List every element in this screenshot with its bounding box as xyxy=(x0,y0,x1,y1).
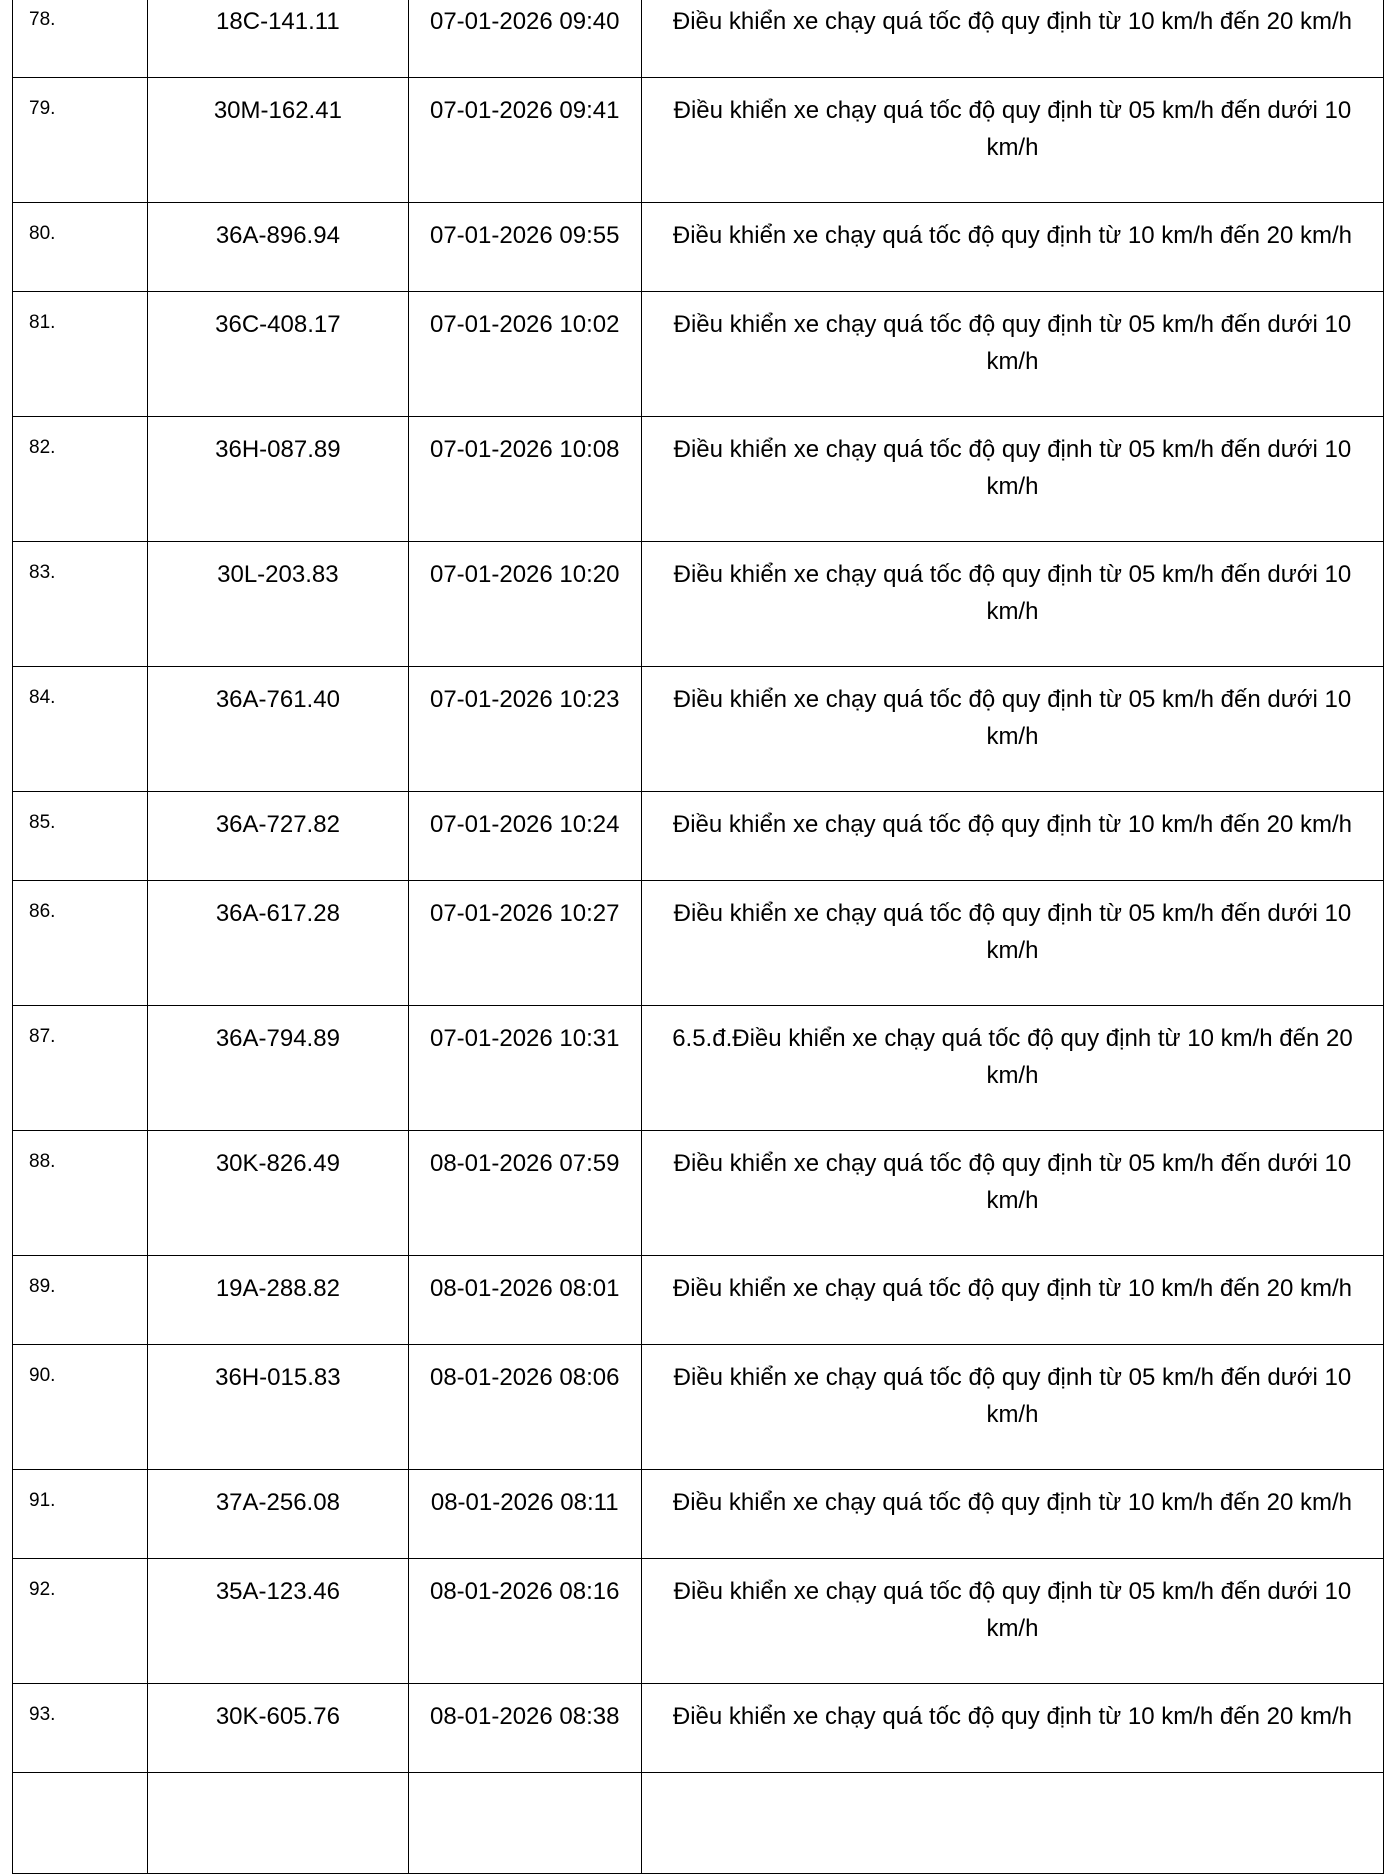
violation-description: Điều khiển xe chạy quá tốc độ quy định từ 05 km/h đến dưới 10 km/h xyxy=(641,1559,1383,1684)
violation-description: Điều khiển xe chạy quá tốc độ quy định từ 05 km/h đến dưới 10 km/h xyxy=(641,1131,1383,1256)
license-plate: 36A-896.94 xyxy=(148,203,408,292)
violation-time: 07-01-2026 09:40 xyxy=(408,0,641,78)
row-number: 83. xyxy=(13,542,148,667)
violation-description: Điều khiển xe chạy quá tốc độ quy định từ 10 km/h đến 20 km/h xyxy=(641,0,1383,78)
table-row xyxy=(13,0,1384,78)
row-number xyxy=(13,1773,148,1874)
license-plate: 30K-605.76 xyxy=(148,1684,408,1773)
violation-description: Điều khiển xe chạy quá tốc độ quy định từ 05 km/h đến dưới 10 km/h xyxy=(641,1345,1383,1470)
violation-description: Điều khiển xe chạy quá tốc độ quy định từ 05 km/h đến dưới 10 km/h xyxy=(641,78,1383,203)
violation-description: Điều khiển xe chạy quá tốc độ quy định từ 10 km/h đến 20 km/h xyxy=(641,792,1383,881)
violation-time: 07-01-2026 09:41 xyxy=(408,78,641,203)
license-plate: 30L-203.83 xyxy=(148,542,408,667)
license-plate: 36H-015.83 xyxy=(148,1345,408,1470)
row-number: 85. xyxy=(13,792,148,881)
violation-time: 08-01-2026 08:38 xyxy=(408,1684,641,1773)
license-plate: 19A-288.82 xyxy=(148,1256,408,1345)
table-row xyxy=(13,1006,1384,1131)
table-row xyxy=(13,542,1384,667)
license-plate: 36A-727.82 xyxy=(148,792,408,881)
row-number: 91. xyxy=(13,1470,148,1559)
license-plate: 30K-826.49 xyxy=(148,1131,408,1256)
table-row xyxy=(13,881,1384,1006)
row-number: 92. xyxy=(13,1559,148,1684)
violation-description: Điều khiển xe chạy quá tốc độ quy định từ 10 km/h đến 20 km/h xyxy=(641,203,1383,292)
license-plate xyxy=(148,1773,408,1874)
violation-time: 07-01-2026 10:08 xyxy=(408,417,641,542)
table-row xyxy=(13,1684,1384,1773)
license-plate: 36H-087.89 xyxy=(148,417,408,542)
row-number: 84. xyxy=(13,667,148,792)
license-plate: 36A-794.89 xyxy=(148,1006,408,1131)
license-plate: 37A-256.08 xyxy=(148,1470,408,1559)
violation-description: Điều khiển xe chạy quá tốc độ quy định từ 05 km/h đến dưới 10 km/h xyxy=(641,292,1383,417)
violation-description: Điều khiển xe chạy quá tốc độ quy định từ 05 km/h đến dưới 10 km/h xyxy=(641,542,1383,667)
violation-time: 07-01-2026 10:27 xyxy=(408,881,641,1006)
violation-time: 08-01-2026 07:59 xyxy=(408,1131,641,1256)
violation-time: 08-01-2026 08:01 xyxy=(408,1256,641,1345)
violation-time: 07-01-2026 10:02 xyxy=(408,292,641,417)
violation-time: 07-01-2026 10:24 xyxy=(408,792,641,881)
violation-description: Điều khiển xe chạy quá tốc độ quy định từ 05 km/h đến dưới 10 km/h xyxy=(641,881,1383,1006)
violation-description: Điều khiển xe chạy quá tốc độ quy định từ 10 km/h đến 20 km/h xyxy=(641,1684,1383,1773)
row-number: 81. xyxy=(13,292,148,417)
violation-description: Điều khiển xe chạy quá tốc độ quy định từ 05 km/h đến dưới 10 km/h xyxy=(641,667,1383,792)
violation-description: Điều khiển xe chạy quá tốc độ quy định từ 10 km/h đến 20 km/h xyxy=(641,1470,1383,1559)
row-number: 87. xyxy=(13,1006,148,1131)
row-number: 82. xyxy=(13,417,148,542)
violation-description: Điều khiển xe chạy quá tốc độ quy định từ 05 km/h đến dưới 10 km/h xyxy=(641,417,1383,542)
violation-time: 07-01-2026 09:55 xyxy=(408,203,641,292)
table-row xyxy=(13,1559,1384,1684)
table-row xyxy=(13,792,1384,881)
table-row xyxy=(13,1470,1384,1559)
table-row xyxy=(13,1131,1384,1256)
license-plate: 36C-408.17 xyxy=(148,292,408,417)
row-number: 80. xyxy=(13,203,148,292)
license-plate: 30M-162.41 xyxy=(148,78,408,203)
violation-time: 08-01-2026 08:06 xyxy=(408,1345,641,1470)
row-number: 86. xyxy=(13,881,148,1006)
table-row xyxy=(13,667,1384,792)
row-number: 79. xyxy=(13,78,148,203)
table-row xyxy=(13,1345,1384,1470)
license-plate: 36A-617.28 xyxy=(148,881,408,1006)
violation-description: Điều khiển xe chạy quá tốc độ quy định từ 10 km/h đến 20 km/h xyxy=(641,1256,1383,1345)
table-row xyxy=(13,203,1384,292)
license-plate: 18C-141.11 xyxy=(148,0,408,78)
violation-time: 07-01-2026 10:20 xyxy=(408,542,641,667)
row-number: 90. xyxy=(13,1345,148,1470)
table-row xyxy=(13,417,1384,542)
row-number: 88. xyxy=(13,1131,148,1256)
violation-time: 08-01-2026 08:16 xyxy=(408,1559,641,1684)
violation-description: 6.5.đ.Điều khiển xe chạy quá tốc độ quy định từ 10 km/h đến 20 km/h xyxy=(641,1006,1383,1131)
table-row xyxy=(13,292,1384,417)
row-number: 89. xyxy=(13,1256,148,1345)
violation-time xyxy=(408,1773,641,1874)
violation-time: 07-01-2026 10:23 xyxy=(408,667,641,792)
violations-table xyxy=(12,0,1384,1874)
license-plate: 35A-123.46 xyxy=(148,1559,408,1684)
violation-time: 08-01-2026 08:11 xyxy=(408,1470,641,1559)
row-number: 78. xyxy=(13,0,148,78)
table-row xyxy=(13,1256,1384,1345)
violation-description xyxy=(641,1773,1383,1874)
row-number: 93. xyxy=(13,1684,148,1773)
table-row xyxy=(13,78,1384,203)
license-plate: 36A-761.40 xyxy=(148,667,408,792)
table-row xyxy=(13,1773,1384,1874)
violation-time: 07-01-2026 10:31 xyxy=(408,1006,641,1131)
